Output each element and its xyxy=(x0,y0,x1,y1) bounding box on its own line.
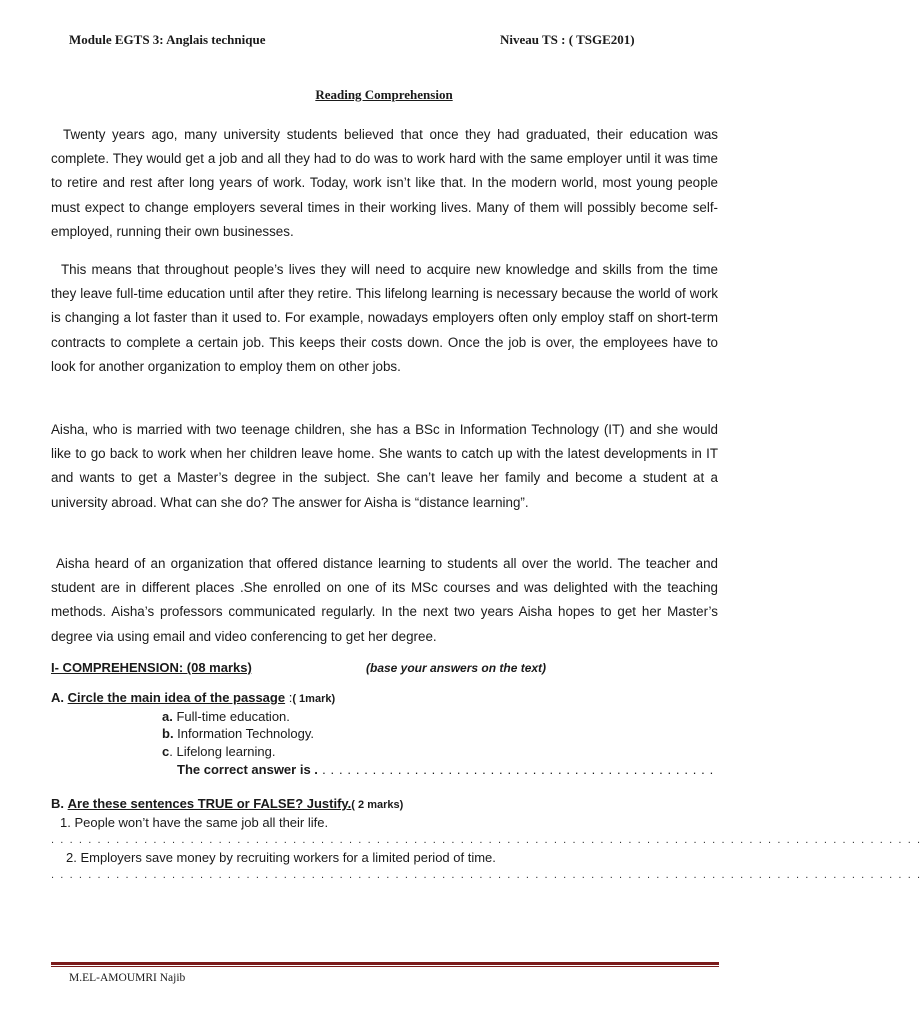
statement-1: 1. People won’t have the same job all their life. xyxy=(60,815,329,830)
option-b-letter: b. xyxy=(162,726,174,741)
paragraph-3: Aisha, who is married with two teenage children, she has a BSc in Information Technology (IT) and she would like to go back to work when her children leave home. She wants to catch up with the latest developments in IT and wants to get a Master’s degree in the subject. She can’t leave her family and become a student at a university abroad. What can she do? The answer for Aisha is “distance learning”. xyxy=(51,422,718,510)
option-a[interactable] xyxy=(162,709,290,724)
question-b xyxy=(51,796,403,811)
option-a-text: Full-time education. xyxy=(172,709,290,724)
footer-rule xyxy=(51,962,719,968)
justify-line-2[interactable]: . . . . . . . . . . . . . . . . . . . . . . . . . . . . . . . . . . . . . . . . . . . . . . . . . . . . . . . . . . . . . . . . . . . . . . . . . . . . . . . . . . . . . . . . . . . . . . xyxy=(51,869,922,881)
justify-line-1[interactable]: . . . . . . . . . . . . . . . . . . . . . . . . . . . . . . . . . . . . . . . . . . . . . . . . . . . . . . . . . . . . . . . . . . . . . . . . . . . . . . . . . . . . . . . . . . . . . . xyxy=(51,834,922,846)
page-title: Reading Comprehension xyxy=(315,87,453,102)
question-b-text: Are these sentences TRUE or FALSE? Justify. xyxy=(67,796,352,811)
question-b-letter: B. xyxy=(51,796,64,811)
question-b-marks: ( 2 marks) xyxy=(351,799,404,811)
question-a-letter: A. xyxy=(51,690,64,705)
question-a-text: Circle the main idea of the passage xyxy=(67,690,286,705)
option-b-text: Information Technology. xyxy=(173,726,314,741)
question-a-marks: ( 1mark) xyxy=(292,693,336,705)
paragraph-2: This means that throughout people’s lives they will need to acquire new knowledge and skills from the time they leave full-time education until after they retire. This lifelong learning is necessary because the world of work is changing a lot faster than it used to. For example, nowadays employers often only employ staff on short-term contracts to complete a certain job. This keeps their costs down. Once the job is over, the employees have to look for another organization to employ them on other jobs. xyxy=(51,262,718,374)
option-a-letter: a. xyxy=(162,709,173,724)
header-module: Module EGTS 3: Anglais technique xyxy=(69,32,266,47)
header-level: Niveau TS : ( TSGE201) xyxy=(500,32,635,47)
footer-rule-thick xyxy=(51,962,719,965)
footer-rule-thin xyxy=(51,966,719,967)
option-c-letter: c xyxy=(162,744,170,759)
option-c-text: . Lifelong learning. xyxy=(169,744,276,759)
question-a xyxy=(51,690,335,705)
question-a-colon: : xyxy=(285,690,293,705)
section-heading xyxy=(51,660,252,675)
statement-2: 2. Employers save money by recruiting workers for a limited period of time. xyxy=(66,850,496,865)
paragraph-4: Aisha heard of an organization that offered distance learning to students all over the world. The teacher and student are in different places .She enrolled on one of its MSc courses and was delighted with the teaching methods. Aisha’s professors communicated regularly. In the next two years Aisha hopes to get her Master’s degree via using email and video conferencing to get her degree. xyxy=(51,556,718,644)
section-note: (base your answers on the text) xyxy=(366,661,547,675)
answer-dots: . . . . . . . . . . . . . . . . . . . . . . . . . . . . . . . . . . . . . . . . . . . . . . . xyxy=(317,762,714,777)
option-c[interactable] xyxy=(162,744,275,759)
answer-line[interactable] xyxy=(177,762,714,777)
footer-author: M.EL-AMOUMRI Najib xyxy=(69,972,186,984)
option-b[interactable] xyxy=(162,726,314,741)
paragraph-1: Twenty years ago, many university students believed that once they had graduated, their education was complete. They would get a job and all they had to do was to work hard with the same employer until it was time to retire and rest after long years of work. Today, work isn’t like that. In the modern world, most young people must expect to change employers several times in their working lives. Many of them will possibly become self-employed, running their own businesses. xyxy=(51,127,718,239)
answer-label: The correct answer is . xyxy=(177,762,318,777)
section-label: I- COMPREHENSION: (08 marks) xyxy=(51,660,252,675)
